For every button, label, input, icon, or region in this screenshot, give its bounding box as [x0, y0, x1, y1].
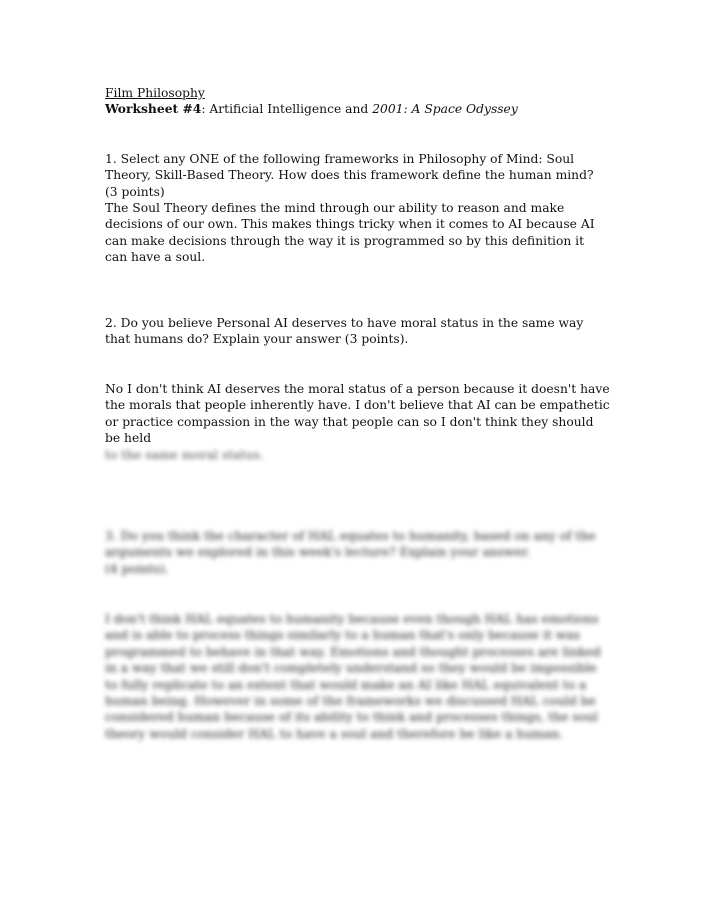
answer-3: I don't think HAL equates to humanity because even though HAL has emotions and is able to process things similarly to a human that's only because it was programmed to behave in that way. Emotions and thought processes are linked in a way that we still don't completely understand so they would be impossible to fully replicate to an extent that would make an AI like HAL equivalent to a human being. However in some of the frameworks we discussed HAL could be considered human because of its ability to think and processes things, the soul theory would consider HAL to have a soul and therefore be like a human.: [105, 612, 601, 741]
answer-2: [105, 381, 610, 463]
question-3: [105, 528, 610, 577]
worksheet-title: [105, 101, 610, 117]
answer-2-blurred: to the same moral status.: [105, 447, 264, 462]
answer-1: The Soul Theory defines the mind through our ability to reason and make decisions of our own. This makes things tricky when it comes to AI because AI can make decisions through the way it is programmed so by this definition it can have a soul.: [105, 201, 595, 265]
film-title: 2001: A Space Odyssey: [372, 102, 518, 117]
document-header: [105, 85, 610, 118]
course-title: Film Philosophy: [105, 86, 205, 100]
worksheet-topic: : Artificial Intelligence and: [201, 102, 373, 117]
question-1: 1. Select any ONE of the following frameworks in Philosophy of Mind: Soul Theory, Skill-Based Theory. How does this framework define the human mind? (3 points): [105, 152, 594, 199]
worksheet-number: Worksheet #4: [105, 101, 202, 117]
question-3-points: (4 points).: [105, 561, 169, 576]
answer-2-visible: No I don't think AI deserves the moral status of a person because it doesn't have the morals that people inherently have. I don't believe that AI can be empathetic or practice compassion in the way that people can so I don't think they should be held: [105, 382, 610, 446]
question-3-text: 3. Do you think the character of HAL equates to humanity, based on any of the arguments we explored in this week's lecture? Explain your answer.: [105, 529, 596, 560]
question-2: 2. Do you believe Personal AI deserves to have moral status in the same way that humans do? Explain your answer (3 points).: [105, 316, 584, 347]
